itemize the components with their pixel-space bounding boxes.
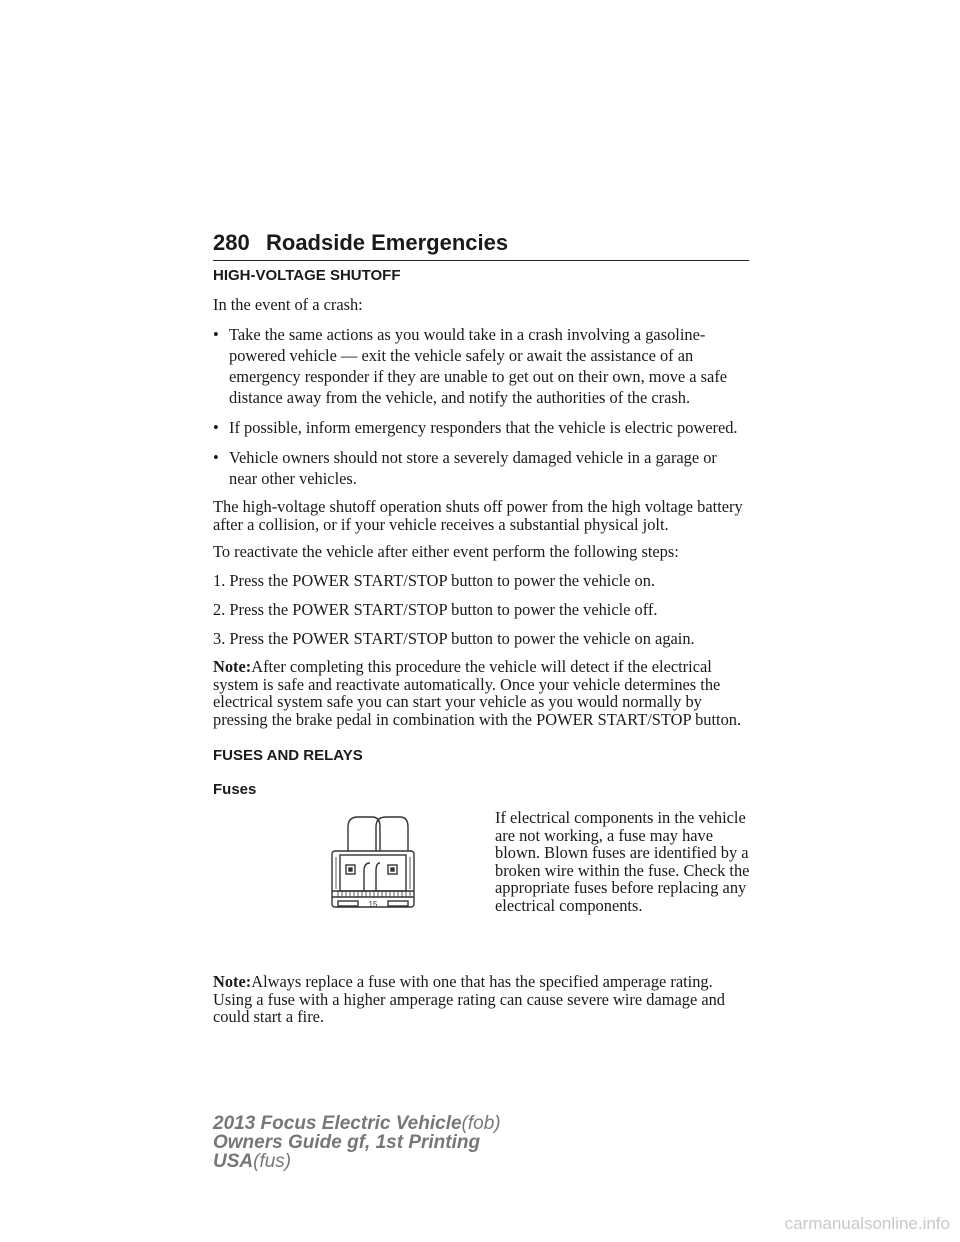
- watermark: carmanualsonline.info: [784, 1214, 950, 1233]
- list-item: • If possible, inform emergency responders that the vehicle is electric powered.: [213, 417, 749, 438]
- note-label: Note:: [213, 657, 252, 676]
- page-footer: [213, 1114, 501, 1171]
- step-item: 1. Press the POWER START/STOP button to power the vehicle on.: [213, 571, 656, 590]
- footer-printing: Owners Guide gf, 1st Printing: [213, 1132, 481, 1153]
- footer-model: 2013 Focus Electric Vehicle: [213, 1113, 462, 1134]
- step-item: 3. Press the POWER START/STOP button to power the vehicle on again.: [213, 629, 695, 648]
- footer-line-3: [213, 1152, 501, 1171]
- section-title: Roadside Emergencies: [266, 230, 509, 255]
- hv-bullet-list: [213, 324, 749, 489]
- fuses-subheading: Fuses: [213, 781, 257, 798]
- hv-shutoff-heading: HIGH-VOLTAGE SHUTOFF: [213, 267, 401, 284]
- footer-line-2: [213, 1133, 501, 1152]
- fuse-icon: [318, 811, 418, 923]
- page-header: [213, 228, 749, 261]
- footer-line-1: [213, 1114, 501, 1133]
- hv-paragraph: The high-voltage shutoff operation shuts off power from the high voltage battery after a collision, or if your vehicle receives a substantial physical jolt.: [213, 497, 743, 534]
- list-item: • Vehicle owners should not store a severely damaged vehicle in a garage or near other vehicles.: [213, 447, 749, 489]
- footer-model-code: (fob): [461, 1113, 501, 1134]
- page-number: 280: [213, 230, 250, 255]
- fuse-note: [213, 973, 749, 1026]
- hv-reactivate-intro: To reactivate the vehicle after either event perform the following steps:: [213, 542, 679, 561]
- footer-market-code: (fus): [253, 1151, 292, 1172]
- page-content: [213, 266, 749, 1035]
- hv-note: [213, 658, 749, 728]
- hv-intro: In the event of a crash:: [213, 295, 363, 314]
- step-item: 2. Press the POWER START/STOP button to power the vehicle off.: [213, 600, 658, 619]
- note-text: Always replace a fuse with one that has the specified amperage rating. Using a fuse with a higher amperage rating can cause severe wire damage and could start a fire.: [213, 972, 725, 1026]
- fuse-description: If electrical components in the vehicle are not working, a fuse may have blown. Blown fuses are identified by a broken wire within the fuse. Check the appropriate fuses before replacing any electrical components.: [495, 808, 750, 915]
- note-text: After completing this procedure the vehicle will detect if the electrical system is safe and reactivate automatically. Once your vehicle determines the electrical system safe you can start your vehicle as you would normally by pressing the brake pedal in combination with the POWER START/STOP button.: [213, 657, 742, 729]
- fuses-relays-heading: FUSES AND RELAYS: [213, 747, 363, 764]
- note-label: Note:: [213, 972, 252, 991]
- fuse-amperage-label: 15: [368, 900, 378, 909]
- footer-market: USA: [213, 1151, 254, 1172]
- list-item: • Take the same actions as you would take in a crash involving a gasoline-powered vehicle — exit the vehicle safely or await the assistance of an emergency responder if they are unable to get out on their own, move a safe distance away from the vehicle, and notify the authorities of the crash.: [213, 324, 749, 408]
- fuse-section: [213, 809, 749, 964]
